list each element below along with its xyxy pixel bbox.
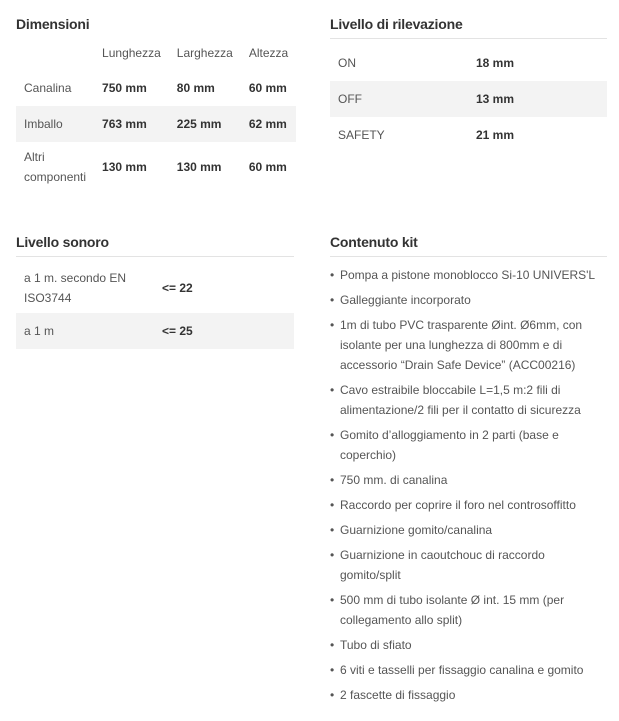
bullet-icon: • [330, 663, 335, 677]
table-header-row [16, 32, 296, 70]
bullet-icon: • [330, 383, 335, 397]
bullet-icon: • [330, 428, 335, 442]
cell-value: <= 22 [162, 281, 193, 295]
cell-value: 13 mm [468, 81, 607, 117]
table-header: Altezza [248, 46, 289, 60]
row-label: Altri componenti [24, 150, 87, 184]
cell-value: 225 mm [169, 106, 241, 142]
list-item-text: 1m di tubo PVC trasparente Øint. Ø6mm, con isolante per una lunghezza di 800mm e di accessorio “Drain Safe Device” (ACC00216) [340, 318, 583, 372]
table-row [16, 70, 296, 106]
sonoro-section [16, 234, 294, 349]
kit-list [330, 265, 607, 705]
table-row [16, 142, 296, 192]
list-item-text: Raccordo per coprire il foro nel controsoffitto [340, 498, 576, 512]
list-item [330, 635, 607, 655]
cell-value: 763 mm [94, 106, 169, 142]
cell-value: 21 mm [476, 128, 515, 142]
list-item-text: 6 viti e tasselli per fissaggio canalina e gomito [340, 663, 584, 677]
row-label: a 1 m. secondo EN ISO3744 [24, 271, 127, 305]
cell-value: <= 25 [154, 313, 294, 349]
cell-value: 80 mm [176, 81, 215, 95]
cell-value: 62 mm [241, 106, 296, 142]
list-item [330, 315, 607, 375]
list-item-text: 2 fascette di fissaggio [340, 688, 456, 702]
list-item [330, 545, 607, 585]
bullet-icon: • [330, 638, 335, 652]
list-item [330, 660, 607, 680]
list-item [330, 290, 607, 310]
row-label: Imballo [16, 106, 94, 142]
list-item-text: Cavo estraibile bloccabile L=1,5 m:2 fili di alimentazione/2 fili per il contatto di sicurezza [340, 383, 581, 417]
list-item-text: Tubo di sfiato [340, 638, 412, 652]
dimensioni-table [16, 32, 296, 192]
rilevazione-table [330, 45, 607, 153]
rilevazione-section [330, 16, 607, 153]
list-item [330, 425, 607, 465]
list-item [330, 470, 607, 490]
row-label: ON [338, 56, 356, 70]
list-item [330, 265, 607, 285]
table-header: Larghezza [176, 46, 233, 60]
list-item-text: Pompa a pistone monoblocco Si-10 UNIVERS'L [340, 268, 596, 282]
table-header: Lunghezza [102, 46, 161, 60]
bullet-icon: • [330, 593, 335, 607]
bullet-icon: • [330, 318, 335, 332]
bullet-icon: • [330, 688, 335, 702]
dimensioni-section [16, 16, 294, 192]
bullet-icon: • [330, 293, 335, 307]
section-title: Dimensioni [16, 16, 90, 32]
table-row [16, 263, 294, 313]
row-label: OFF [330, 81, 468, 117]
cell-value: 130 mm [176, 160, 222, 174]
list-item-text: Guarnizione gomito/canalina [340, 523, 493, 537]
section-title: Livello di rilevazione [330, 16, 607, 39]
list-item-text: Galleggiante incorporato [340, 293, 471, 307]
list-item-text: 500 mm di tubo isolante Ø int. 15 mm (per collegamento allo split) [340, 593, 565, 627]
table-row [330, 45, 607, 81]
table-row [330, 81, 607, 117]
list-item-text: Gomito d’alloggiamento in 2 parti (base e coperchio) [340, 428, 559, 462]
bullet-icon: • [330, 268, 335, 282]
list-item [330, 495, 607, 515]
list-item-text: Guarnizione in caoutchouc di raccordo gomito/split [340, 548, 545, 582]
cell-value: 60 mm [248, 160, 287, 174]
table-header-empty [16, 32, 94, 70]
list-item [330, 380, 607, 420]
cell-value: 130 mm [102, 160, 147, 174]
list-item [330, 590, 607, 630]
kit-section [330, 234, 607, 710]
cell-value: 18 mm [476, 56, 515, 70]
row-label: SAFETY [338, 128, 385, 142]
sonoro-table [16, 263, 294, 349]
bullet-icon: • [330, 473, 335, 487]
bullet-icon: • [330, 523, 335, 537]
row-label: a 1 m [16, 313, 154, 349]
bullet-icon: • [330, 548, 335, 562]
section-title: Livello sonoro [16, 234, 294, 257]
list-item-text: 750 mm. di canalina [340, 473, 448, 487]
row-label: Canalina [24, 81, 72, 95]
table-row [330, 117, 607, 153]
list-item [330, 520, 607, 540]
cell-value: 60 mm [248, 81, 287, 95]
section-title: Contenuto kit [330, 234, 607, 257]
bullet-icon: • [330, 498, 335, 512]
table-row [16, 313, 294, 349]
list-item [330, 685, 607, 705]
table-row [16, 106, 296, 142]
cell-value: 750 mm [102, 81, 147, 95]
